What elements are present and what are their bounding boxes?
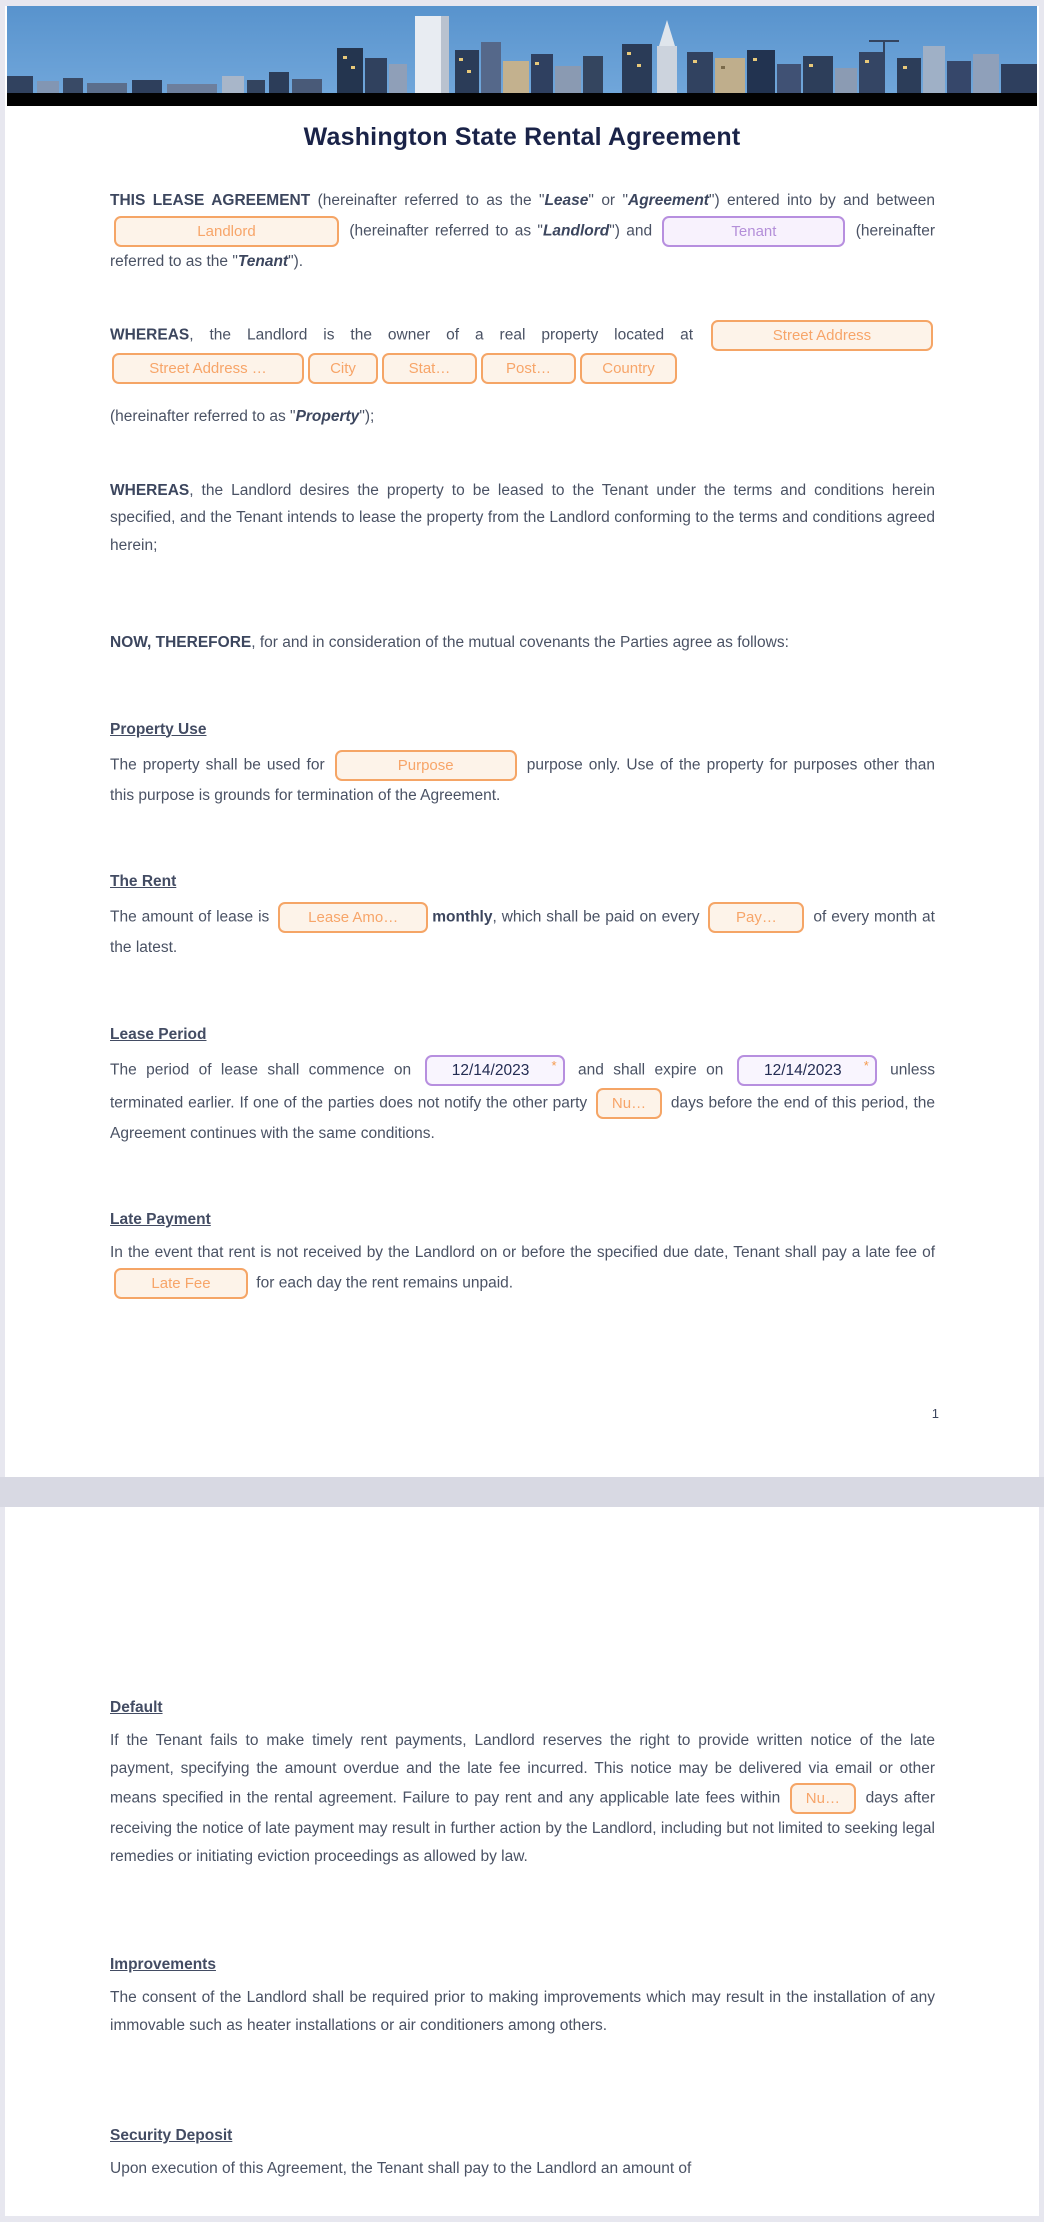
page-1-content — [5, 187, 1039, 1300]
document-viewport — [0, 6, 1044, 2216]
street-address-field[interactable]: Street Address — [711, 320, 933, 351]
postal-code-field[interactable]: Post… — [481, 353, 576, 384]
property-alias-paragraph: (hereinafter referred to as "Property"); — [110, 408, 375, 425]
end-date-value: 12/14/2023 — [763, 1061, 842, 1079]
city-skyline-svg — [7, 6, 1037, 106]
purpose-field[interactable]: Purpose — [335, 750, 517, 781]
default-paragraph: If the Tenant fails to make timely rent payments, Landlord reserves the right to provide written notice of the late payment, specifying the amount overdue and the late fee incurred. This notice may be delivered via email or other means specified in the rental agreement. Failure to pay rent and any applicable late fees within Nu… days after receiving the notice of late payment may result in further action by the Landlord, including but not limited to seeking legal remedies or initiating eviction proceedings as allowed by law. — [110, 1732, 935, 1865]
section-late-payment — [110, 1211, 935, 1300]
section-default — [110, 1699, 935, 1870]
section-heading-rent: The Rent — [110, 873, 177, 890]
street-address-line2-field[interactable]: Street Address … — [112, 353, 304, 384]
page-2 — [5, 1507, 1039, 2216]
page-2-content — [5, 1507, 1039, 2183]
page-number: 1 — [931, 1406, 939, 1421]
state-field[interactable]: Stat… — [382, 353, 477, 384]
section-heading-lease-period: Lease Period — [110, 1025, 207, 1043]
section-heading-property-use: Property Use — [110, 720, 207, 738]
late-payment-paragraph: In the event that rent is not received by the Landlord on or before the specified due date, Tenant shall pay a late fee of Late Fee for each day the rent remains unpaid. — [110, 1239, 935, 1300]
lease-amount-field[interactable]: Lease Amo… — [278, 902, 428, 933]
country-field[interactable]: Country — [580, 353, 677, 384]
late-fee-field[interactable]: Late Fee — [114, 1268, 248, 1299]
whereas-lease-paragraph: WHEREAS, the Landlord desires the property to be leased to the Tenant under the terms and conditions herein specified, and the Tenant intends to lease the property from the Landlord conforming to the terms and conditions agreed herein; — [110, 481, 935, 554]
property-use-paragraph: The property shall be used for Purpose purpose only. Use of the property for purposes other than this purpose is grounds for termination of the Agreement. — [110, 749, 935, 810]
lease-end-date-field[interactable] — [737, 1055, 877, 1086]
section-heading-security-deposit: Security Deposit — [110, 2127, 233, 2144]
city-field[interactable]: City — [308, 353, 378, 384]
lease-start-date-field[interactable] — [425, 1055, 565, 1086]
section-rent — [110, 873, 935, 962]
start-date-value: 12/14/2023 — [451, 1061, 530, 1079]
city-skyline-image — [7, 6, 1037, 106]
pay-day-field[interactable]: Pay… — [708, 902, 804, 933]
default-notice-days-field[interactable]: Nu… — [790, 1783, 856, 1814]
intro-paragraph: THIS LEASE AGREEMENT (hereinafter referred to as the "Lease" or "Agreement") entered into by and between Landlord (hereinafter referred to as "Landlord") and Tenant (hereinafter referred to as the "Tenant"). — [110, 192, 936, 270]
required-asterisk: * — [863, 1057, 869, 1073]
page-title: Washington State Rental Agreement — [303, 123, 741, 151]
header-black-bar — [7, 93, 1037, 106]
now-therefore-paragraph: NOW, THEREFORE, for and in consideration of the mutual covenants the Parties agree as follows: — [110, 634, 789, 651]
notice-days-field[interactable]: Nu… — [596, 1088, 662, 1119]
required-asterisk: * — [551, 1057, 557, 1073]
rent-paragraph: The amount of lease is Lease Amo… monthly, which shall be paid on every Pay… of every month at the latest. — [110, 901, 935, 962]
section-heading-default: Default — [110, 1699, 163, 1716]
tenant-field[interactable]: Tenant — [662, 216, 845, 247]
section-heading-late-payment: Late Payment — [110, 1211, 211, 1228]
page-break — [0, 1477, 1044, 1507]
section-improvements — [110, 1956, 935, 2039]
section-lease-period — [110, 1026, 935, 1148]
page-1 — [5, 6, 1039, 1477]
security-deposit-paragraph: Upon execution of this Agreement, the Tenant shall pay to the Landlord an amount of — [110, 2160, 692, 2177]
section-security-deposit — [110, 2127, 935, 2183]
improvements-paragraph: The consent of the Landlord shall be required prior to making improvements which may result in the installation of any immovable such as heater installations or air conditioners among others. — [110, 1989, 935, 2034]
whereas-property-paragraph: WHEREAS, the Landlord is the owner of a real property located at Street AddressStreet Address … City Stat… Post… Country — [110, 319, 935, 385]
lease-period-paragraph: The period of lease shall commence on 12/14/2023 * and shall expire on 12/14/2023 * unless terminated earlier. If one of the parties does not notify the other party Nu… days before the end of this period, the Agreement continues with the same conditions. — [110, 1054, 935, 1148]
section-heading-improvements: Improvements — [110, 1956, 216, 1973]
section-property-use — [110, 721, 935, 810]
landlord-field[interactable]: Landlord — [114, 216, 339, 247]
